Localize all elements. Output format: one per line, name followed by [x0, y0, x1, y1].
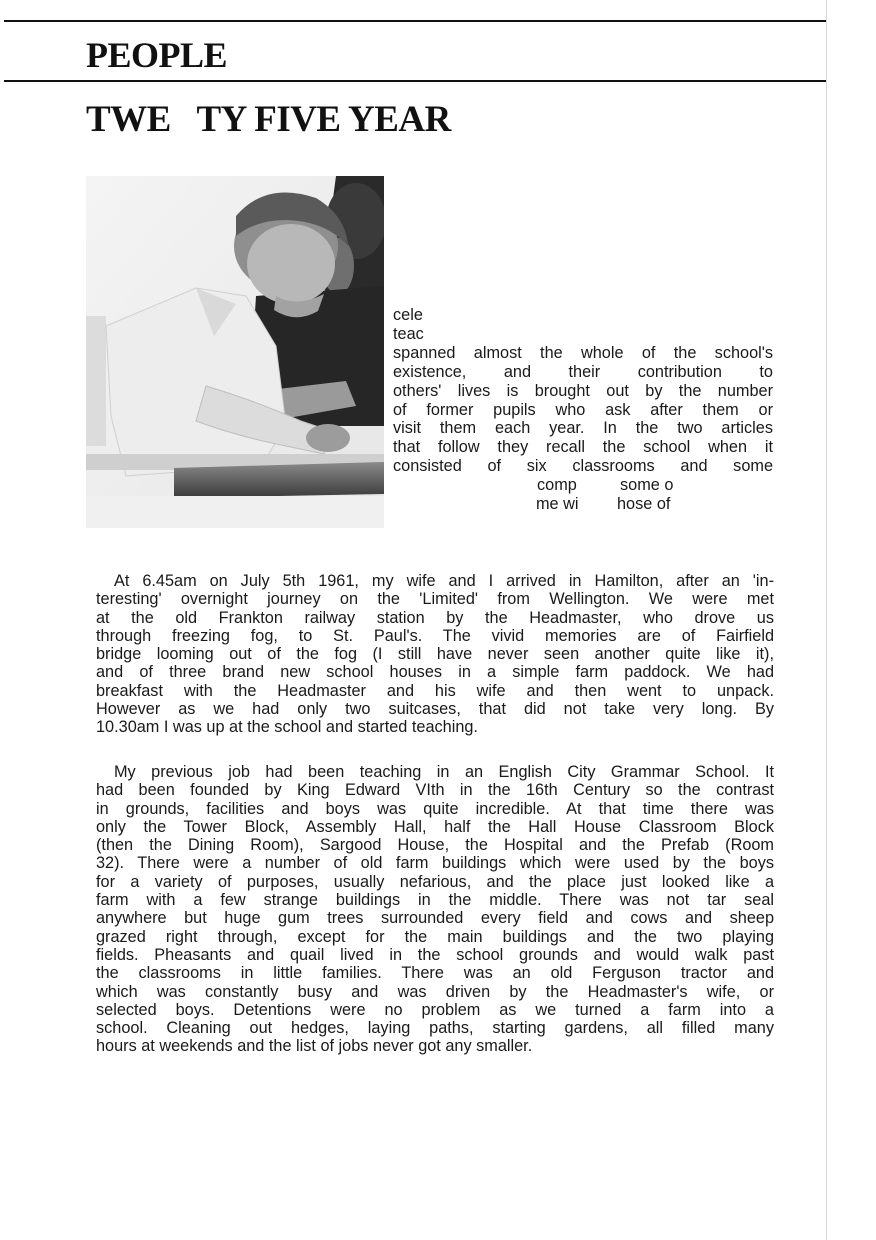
paragraph-line: My previous job had been teaching in an English City Grammar School. It [114, 763, 774, 781]
intro-line: existence, and their contribution to [393, 362, 773, 381]
paragraph-line: teresting' overnight journey on the 'Limited' from Wellington. We were met [96, 590, 774, 609]
paragraph-line: bridge looming out of the fog (I still have never seen another quite like it), [96, 645, 774, 664]
paragraph-line: 10.30am I was up at the school and started teaching. [96, 718, 478, 737]
article-headline: TWE TY FIVE YEAR [86, 99, 451, 140]
paragraph-line: for a variety of purposes, usually nefarious, and the place just looked like a [96, 872, 774, 891]
section-label: PEOPLE [86, 35, 228, 75]
paragraph-line: through freezing fog, to St. Paul's. The vivid memories are of Fairfield [96, 626, 774, 645]
paragraph-line: fields. Pheasants and quail lived in the school grounds and would walk past [96, 945, 774, 964]
paragraph-line: breakfast with the Headmaster and his wife and then went to unpack. [96, 681, 774, 700]
intro-tail-line [393, 476, 773, 495]
intro-line: consisted of six classrooms and some [393, 457, 773, 476]
intro-text [393, 306, 773, 514]
intro-tail-left: comp [537, 476, 577, 495]
intro-line: of former pupils who ask after them or [393, 400, 773, 419]
intro-line: visit them each year. In the two articles [393, 419, 773, 438]
paragraph-line: at the old Frankton railway station by the Headmaster, who drove us [96, 608, 774, 627]
photo-of-teacher-writing-icon [86, 176, 384, 528]
intro-line: that follow they recall the school when it [393, 438, 773, 457]
article-paragraph-1 [96, 572, 774, 737]
paragraph-line: At 6.45am on July 5th 1961, my wife and I arrived in Hamilton, after an 'in- [114, 572, 774, 590]
paragraph-line: only the Tower Block, Assembly Hall, half the Hall House Classroom Block [96, 817, 774, 836]
intro-fragment: teac [393, 324, 424, 343]
top-rule [4, 20, 826, 22]
page-edge [826, 0, 827, 1240]
intro-line: spanned almost the whole of the school's [393, 343, 773, 362]
section-rule [4, 80, 826, 82]
intro-fragment: cele [393, 306, 423, 324]
paragraph-line: school. Cleaning out hedges, laying paths, starting gardens, all filled many [96, 1019, 774, 1038]
paragraph-line: grazed right through, except for the main buildings and the two playing [96, 927, 774, 946]
paragraph-line: (then the Dining Room), Sargood House, the Hospital and the Prefab (Room [96, 836, 774, 855]
paragraph-line: 32). There were a number of old farm buildings which were used by the boys [96, 854, 774, 873]
intro-tail-right: hose of [617, 495, 671, 514]
intro-tail-left: me wi [536, 495, 579, 514]
paragraph-line: which was constantly busy and was driven by the Headmaster's wife, or [96, 982, 774, 1001]
intro-line: others' lives is brought out by the number [393, 381, 773, 400]
paragraph-line: in grounds, facilities and boys was quite incredible. At that time there was [96, 799, 774, 818]
intro-tail-right: some o [620, 476, 674, 495]
paragraph-line: the classrooms in little families. There was an old Ferguson tractor and [96, 964, 774, 983]
paragraph-line: selected boys. Detentions were no problem as we turned a farm into a [96, 1000, 774, 1019]
paragraph-line: and of three brand new school houses in a simple farm paddock. We had [96, 663, 774, 682]
paragraph-line: However as we had only two suitcases, that did not take very long. By [96, 700, 774, 719]
paragraph-line: hours at weekends and the list of jobs never got any smaller. [96, 1037, 533, 1056]
paragraph-line: farm with a few strange buildings in the middle. There was not tar seal [96, 891, 774, 910]
paragraph-line: anywhere but huge gum trees surrounded every field and cows and sheep [96, 909, 774, 928]
article-paragraph-2 [96, 763, 774, 1056]
paragraph-line: had been founded by King Edward VIth in the 16th Century so the contrast [96, 781, 774, 800]
intro-tail-line [393, 495, 773, 514]
